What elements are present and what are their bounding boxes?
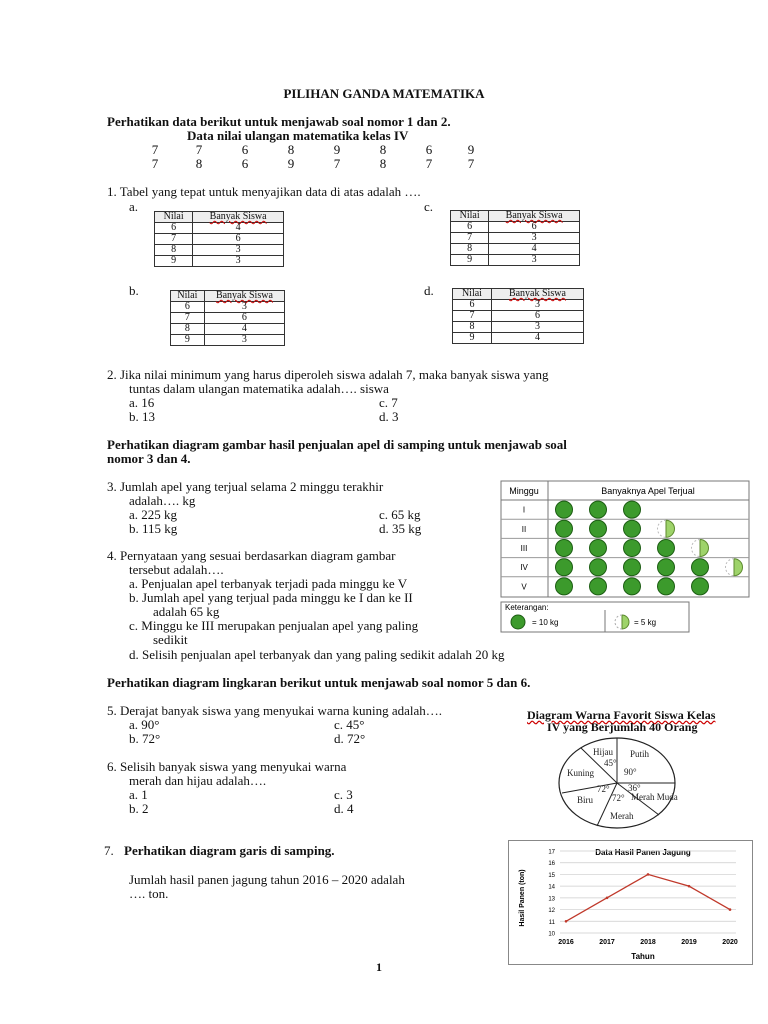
- option-d: d. Selisih penjualan apel terbanyak dan yang paling sedikit adalah 20 kg: [129, 647, 505, 662]
- pie-title-line-2: IV yang Berjumlah 40 Orang: [547, 720, 698, 734]
- option-c: c. 45°: [334, 717, 365, 732]
- table-cell: 8: [171, 324, 205, 335]
- table-header: Nilai: [453, 289, 492, 300]
- pie-label-kuning: Kuning: [567, 768, 594, 778]
- option-d: d. 4: [334, 801, 354, 816]
- option-a: a. 225 kg: [129, 507, 178, 522]
- data-value: 8: [379, 142, 387, 157]
- apple-icon: [692, 578, 709, 595]
- apple-icon: [624, 501, 641, 518]
- table-option-d: [452, 288, 584, 344]
- question-3-line-1: 3. Jumlah apel yang terjual selama 2 minggu terakhir: [107, 479, 384, 494]
- chart-data-point: [606, 897, 609, 900]
- data-value: 7: [195, 142, 203, 157]
- pie-label-putih: Putih: [630, 749, 650, 759]
- option-a: a. Penjualan apel terbanyak terjadi pada minggu ke V: [129, 576, 408, 591]
- legend-half-text: = 5 kg: [634, 618, 657, 627]
- question-2-line-2: tuntas dalam ulangan matematika adalah…. siswa: [129, 381, 389, 396]
- chart-data-point: [688, 885, 691, 888]
- table-cell: 4: [489, 244, 580, 255]
- question-5: 5. Derajat banyak siswa yang menyukai warna kuning adalah….: [107, 703, 443, 718]
- question-4-line-1: 4. Pernyataan yang sesuai berdasarkan diagram gambar: [107, 548, 396, 563]
- table-cell: 6: [193, 234, 284, 245]
- table-cell: 9: [453, 333, 492, 344]
- pie-angle-36: 36°: [628, 783, 641, 793]
- apple-icon: [658, 559, 675, 576]
- option-b: b. 115 kg: [129, 521, 178, 536]
- option-a: a. 1: [129, 787, 148, 802]
- chart-data-point: [729, 908, 732, 911]
- chart-y-tick-label: 13: [548, 896, 555, 903]
- table-cell: 7: [453, 311, 492, 322]
- chart-x-label: Tahun: [631, 952, 655, 961]
- page-title: PILIHAN GANDA MATEMATIKA: [283, 86, 485, 101]
- table-option-b: [170, 290, 285, 346]
- data-value: 7: [467, 156, 475, 171]
- chart-y-tick-label: 17: [548, 849, 555, 856]
- data-value: 9: [333, 142, 341, 157]
- table-cell: 3: [491, 300, 583, 311]
- option-d: d. 72°: [334, 731, 366, 746]
- pie-angle-45: 45°: [604, 758, 617, 768]
- option-b-line-2: adalah 65 kg: [153, 604, 220, 619]
- apple-icon: [658, 540, 675, 557]
- apple-pictogram: [500, 480, 750, 633]
- chart-y-tick-label: 16: [548, 861, 555, 868]
- table-header: Banyak Siswa: [193, 212, 284, 223]
- table-cell: 3: [489, 255, 580, 266]
- apple-icon: [624, 520, 641, 537]
- pictogram-title: Banyaknya Apel Terjual: [601, 486, 695, 496]
- question-1: 1. Tabel yang tepat untuk menyajikan data di atas adalah ….: [107, 184, 421, 199]
- table-cell: 6: [491, 311, 583, 322]
- table-cell: 7: [171, 313, 205, 324]
- chart-y-tick-label: 12: [548, 908, 555, 915]
- option-c: c. 7: [379, 395, 398, 410]
- question-7-line-1: Jumlah hasil panen jagung tahun 2016 – 2020 adalah: [129, 872, 405, 887]
- question-6-line-1: 6. Selisih banyak siswa yang menyukai warna: [107, 759, 347, 774]
- option-c-line-1: c. Minggu ke III merupakan penjualan apel yang paling: [129, 618, 419, 633]
- apple-icon: [556, 559, 573, 576]
- apple-icon: [556, 540, 573, 557]
- pie-label-hijau: Hijau: [593, 747, 613, 757]
- chart-y-tick-label: 15: [548, 872, 555, 879]
- pie-angle-72: 72°: [612, 793, 625, 803]
- chart-x-tick-label: 2019: [681, 939, 697, 946]
- table-cell: 4: [491, 333, 583, 344]
- chart-data-point: [565, 920, 568, 923]
- table-cell: 9: [171, 335, 205, 346]
- table-cell: 8: [451, 244, 489, 255]
- chart-x-tick-label: 2020: [722, 939, 738, 946]
- option-c-line-2: sedikit: [153, 632, 188, 647]
- pie-diagram: [555, 735, 695, 830]
- pictogram-week-label: II: [521, 524, 527, 534]
- table-header: Nilai: [451, 211, 489, 222]
- data-value: 9: [287, 156, 295, 171]
- pictogram-week-label: V: [521, 582, 527, 592]
- apple-icon: [556, 578, 573, 595]
- table-cell: 6: [489, 222, 580, 233]
- table-cell: 8: [453, 322, 492, 333]
- table-cell: 3: [193, 245, 284, 256]
- pie-label-biru: Biru: [577, 795, 594, 805]
- table-header: Banyak Siswa: [489, 211, 580, 222]
- option-a: a. 16: [129, 395, 155, 410]
- apple-icon: [556, 520, 573, 537]
- question-6-line-2: merah dan hijau adalah….: [129, 773, 267, 788]
- option-label-b: b.: [129, 283, 139, 298]
- table-option-a: [154, 211, 284, 267]
- pictogram-week-label: I: [522, 505, 526, 515]
- pie-label-merah: Merah: [610, 811, 634, 821]
- pictogram-week-label: III: [520, 544, 528, 553]
- table-cell: 9: [451, 255, 489, 266]
- table-header: Banyak Siswa: [491, 289, 583, 300]
- apple-icon: [590, 559, 607, 576]
- apple-icon: [590, 520, 607, 537]
- chart-x-tick-label: 2018: [640, 939, 656, 946]
- chart-data-point: [647, 873, 650, 876]
- table-cell: 3: [489, 233, 580, 244]
- table-cell: 6: [453, 300, 492, 311]
- chart-title: Data Hasil Panen Jagung: [595, 848, 691, 857]
- option-d: d. 35 kg: [379, 521, 422, 536]
- data-value: 8: [379, 156, 387, 171]
- question-4-line-2: tersebut adalah….: [129, 562, 224, 577]
- option-label-c: c.: [424, 199, 434, 214]
- question-7-heading: Perhatikan diagram garis di samping.: [124, 843, 335, 858]
- option-label-a: a.: [129, 199, 139, 214]
- table-option-c: [450, 210, 580, 266]
- option-c: c. 65 kg: [379, 507, 421, 522]
- intro-q3-4-line-1: Perhatikan diagram gambar hasil penjualan apel di samping untuk menjawab soal: [107, 437, 567, 452]
- apple-icon: [590, 578, 607, 595]
- chart-y-tick-label: 14: [548, 884, 555, 891]
- apple-icon: [624, 540, 641, 557]
- table-cell: 3: [193, 256, 284, 267]
- option-b-line-1: b. Jumlah apel yang terjual pada minggu ke I dan ke II: [129, 590, 413, 605]
- table-cell: 6: [451, 222, 489, 233]
- data-value: 7: [151, 142, 159, 157]
- chart-y-tick-label: 10: [548, 931, 555, 938]
- line-chart: [508, 840, 753, 965]
- pictogram-week-header: Minggu: [509, 486, 539, 496]
- chart-x-tick-label: 2016: [558, 939, 574, 946]
- pie-title-line-1: Diagram Warna Favorit Siswa Kelas: [527, 708, 716, 722]
- table-header: Nilai: [171, 291, 205, 302]
- pie-label-merah-muda: Merah Muda: [631, 792, 678, 802]
- option-label-d: d.: [424, 283, 434, 298]
- data-value: 6: [241, 156, 249, 171]
- apple-icon: [590, 540, 607, 557]
- legend-full-text: = 10 kg: [532, 618, 559, 627]
- apple-icon: [556, 501, 573, 518]
- chart-y-label: Hasil Panen (ton): [519, 869, 526, 927]
- pie-angle-72: 72°: [597, 784, 610, 794]
- intro-q1-2: Perhatikan data berikut untuk menjawab soal nomor 1 dan 2.: [107, 114, 451, 129]
- option-d: d. 3: [379, 409, 399, 424]
- data-value: 9: [467, 142, 475, 157]
- data-value: 8: [195, 156, 203, 171]
- data-title: Data nilai ulangan matematika kelas IV: [187, 128, 409, 143]
- apple-icon: [624, 578, 641, 595]
- table-header: Banyak Siswa: [204, 291, 284, 302]
- table-cell: 6: [155, 223, 193, 234]
- apple-icon: [658, 578, 675, 595]
- table-cell: 3: [204, 302, 284, 313]
- page-number: 1: [376, 960, 382, 974]
- pictogram-frame: [501, 481, 749, 597]
- table-cell: 3: [491, 322, 583, 333]
- data-value: 7: [425, 156, 433, 171]
- pie-angle-90: 90°: [624, 767, 637, 777]
- table-cell: 4: [204, 324, 284, 335]
- chart-y-tick-label: 11: [548, 919, 555, 926]
- option-b: b. 72°: [129, 731, 161, 746]
- pictogram-week-label: IV: [520, 563, 528, 573]
- table-cell: 6: [204, 313, 284, 324]
- data-value: 6: [425, 142, 433, 157]
- data-value: 6: [241, 142, 249, 157]
- table-cell: 7: [451, 233, 489, 244]
- table-header: Nilai: [155, 212, 193, 223]
- apple-icon: [590, 501, 607, 518]
- question-3-line-2: adalah…. kg: [129, 493, 196, 508]
- data-value: 8: [287, 142, 295, 157]
- apple-icon: [624, 559, 641, 576]
- chart-x-tick-label: 2017: [599, 939, 615, 946]
- apple-icon: [692, 559, 709, 576]
- chart-frame: [509, 841, 753, 965]
- question-7-line-2: …. ton.: [129, 886, 169, 901]
- intro-q3-4-line-2: nomor 3 dan 4.: [107, 451, 191, 466]
- data-value: 7: [333, 156, 341, 171]
- option-b: b. 13: [129, 409, 155, 424]
- table-cell: 3: [204, 335, 284, 346]
- apple-icon: [511, 615, 525, 629]
- data-value: 7: [151, 156, 159, 171]
- legend-label: Keterangan:: [505, 603, 549, 612]
- intro-q5-6: Perhatikan diagram lingkaran berikut untuk menjawab soal nomor 5 dan 6.: [107, 675, 531, 690]
- table-cell: 7: [155, 234, 193, 245]
- table-cell: 6: [171, 302, 205, 313]
- option-c: c. 3: [334, 787, 353, 802]
- table-cell: 4: [193, 223, 284, 234]
- option-b: b. 2: [129, 801, 149, 816]
- question-7-number: 7.: [104, 843, 114, 858]
- table-cell: 9: [155, 256, 193, 267]
- option-a: a. 90°: [129, 717, 160, 732]
- question-2-line-1: 2. Jika nilai minimum yang harus diperoleh siswa adalah 7, maka banyak siswa yang: [107, 367, 549, 382]
- table-cell: 8: [155, 245, 193, 256]
